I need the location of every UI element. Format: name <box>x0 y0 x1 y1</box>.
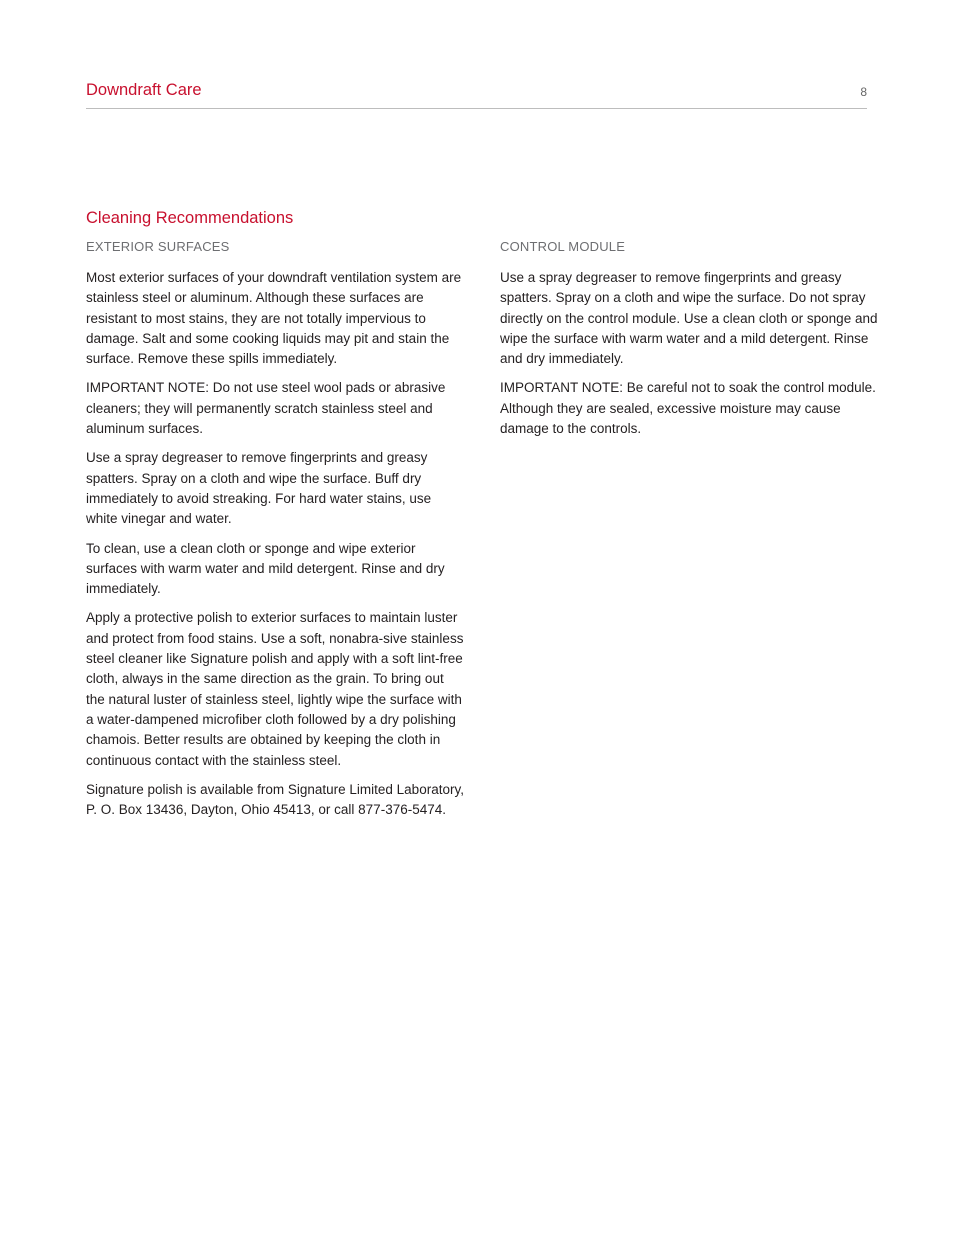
exterior-paragraph-5: Signature polish is available from Signature Limited Laboratory, P. O. Box 13436, Dayton, Ohio 45413, or call 877-376-5474. <box>86 781 464 818</box>
exterior-paragraph-3: To clean, use a clean cloth or sponge and wipe exterior surfaces with warm water and mild detergent. Rinse and dry immediately. <box>86 540 445 597</box>
important-note-text: Be careful not to soak the control module. Although they are sealed, excessive moisture may cause damage to the controls. <box>500 380 876 437</box>
page-number: 8 <box>860 85 867 99</box>
control-module-column <box>500 239 880 448</box>
exterior-paragraph-4: Apply a protective polish to exterior surfaces to maintain luster and protect from food stains. Use a soft, nonabra-sive stainless steel cleaner like Signature polish and apply with a soft lint-free cloth, always in the same direction as the grain. To bring out the natural luster of stainless steel, lightly wipe the surface with a water-dampened microfiber cloth followed by a dry polishing chamois. Better results are obtained by keeping the cloth in continuous contact with the stainless steel. <box>86 610 464 768</box>
control-paragraph-1: Use a spray degreaser to remove fingerprints and greasy spatters. Spray on a cloth and wipe the surface. Do not spray directly on the control module. Use a clean cloth or sponge and wipe the surface with warm water and a mild detergent. Rinse and dry immediately. <box>500 270 878 367</box>
header-title: Downdraft Care <box>86 81 202 99</box>
section-title: Cleaning Recommendations <box>86 209 294 227</box>
exterior-paragraph-2: Use a spray degreaser to remove fingerprints and greasy spatters. Spray on a cloth and wipe the surface. Buff dry immediately to avoid streaking. For hard water stains, use white vinegar and water. <box>86 450 432 527</box>
control-module-heading: CONTROL MODULE <box>500 239 626 254</box>
control-important-note <box>500 378 880 439</box>
important-note-text: Do not use steel wool pads or abrasive cleaners; they will permanently scratch stainless steel and aluminum surfaces. <box>86 380 446 437</box>
exterior-surfaces-heading: EXTERIOR SURFACES <box>86 239 230 254</box>
exterior-important-note <box>86 378 466 439</box>
important-note-label: IMPORTANT NOTE: <box>86 380 210 396</box>
exterior-paragraph-1: Most exterior surfaces of your downdraft ventilation system are stainless steel or aluminum. Although these surfaces are resistant to most stains, they are not totally impervious to damage. Salt and some cooking liquids may pit and stain the surface. Remove these spills immediately. <box>86 270 462 367</box>
exterior-surfaces-column <box>86 239 466 829</box>
important-note-label: IMPORTANT NOTE: <box>500 380 624 396</box>
page-header <box>86 80 867 109</box>
